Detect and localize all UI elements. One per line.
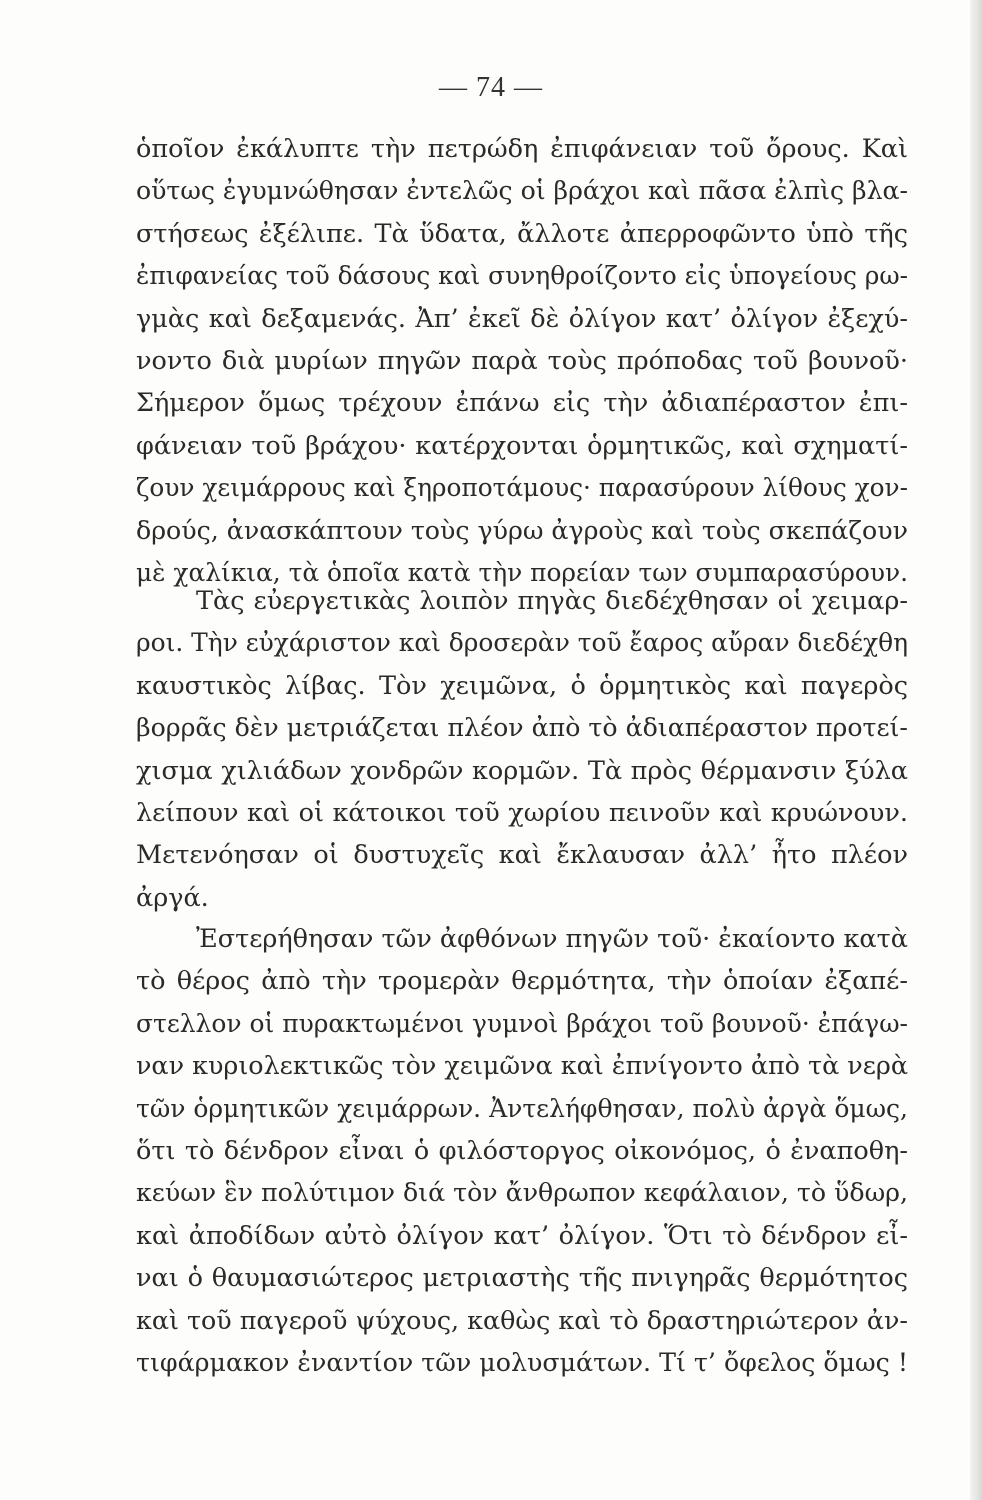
text-line: ναι ὁ θαυμασιώτερος μετριαστὴς τῆς πνιγηρᾶς θερμότητος (136, 1263, 908, 1294)
text-line: βορρᾶς δὲν μετριάζεται πλέον ἀπὸ τὸ ἀδιαπέραστον προτεί- (136, 713, 908, 744)
text-line: ναν κυριολεκτικῶς τὸν χειμῶνα καὶ ἐπνίγοντο ἀπὸ τὰ νερὰ (136, 1051, 908, 1082)
text-line: ἀργά. (136, 882, 209, 913)
text-line: οὕτως ἐγυμνώθησαν ἐντελῶς οἱ βράχοι καὶ πᾶσα ἐλπὶς βλα- (136, 176, 908, 207)
text-line: καὶ ἀποδίδων αὐτὸ ὀλίγον κατ’ ὀλίγον. Ὅτι τὸ δένδρον εἶ- (136, 1220, 908, 1251)
text-line: καὶ τοῦ παγεροῦ ψύχους, καθὼς καὶ τὸ δραστηριώτερον ἀν- (136, 1305, 909, 1336)
text-line: στήσεως ἐξέλιπε. Τὰ ὕδατα, ἄλλοτε ἀπερροφῶντο ὑπὸ τῆς (136, 218, 908, 249)
text-line: ὁποῖον ἐκάλυπτε τὴν πετρώδη ἐπιφάνειαν τοῦ ὄρους. Καὶ (136, 134, 908, 164)
text-line: ὅτι τὸ δένδρον εἶναι ὁ φιλόστοργος οἰκονόμος, ὁ ἐναποθη- (136, 1136, 908, 1167)
text-line: τῶν ὁρμητικῶν χειμάρρων. Ἀντελήφθησαν, πολὺ ἀργὰ ὅμως, (136, 1093, 909, 1124)
text-line: στελλον οἱ πυρακτωμένοι γυμνοὶ βράχοι τοῦ βουνοῦ· ἐπάγω- (136, 1008, 908, 1039)
text-line: Ἐστερήθησαν τῶν ἀφθόνων πηγῶν τοῦ· ἐκαίοντο κατὰ (195, 924, 908, 954)
text-line: μὲ χαλίκια, τὰ ὁποῖα κατὰ τὴν πορείαν των συμπαρασύρουν. (136, 558, 909, 589)
paragraph-2 (136, 580, 908, 919)
text-line: ἐπιφανείας τοῦ δάσους καὶ συνηθροίζοντο εἰς ὑπογείους ρω- (136, 261, 909, 292)
paragraph-1 (136, 128, 908, 594)
text-line: τὸ θέρος ἀπὸ τὴν τρομερὰν θερμότητα, τὴν ὁποίαν ἐξαπέ- (136, 966, 908, 997)
text-line: ζουν χειμάρρους καὶ ξηροποτάμους· παρασύρουν λίθους χον- (136, 473, 909, 504)
text-line: γμὰς καὶ δεξαμενάς. Ἀπ’ ἐκεῖ δὲ ὀλίγον κατ’ ὀλίγον ἐξεχύ- (136, 303, 908, 334)
text-line: κεύων ἓν πολύτιμον διά τὸν ἄνθρωπον κεφάλαιον, τὸ ὕδωρ, (136, 1178, 909, 1209)
text-line: τιφάρμακον ἐναντίον τῶν μολυσμάτων. Τί τ’ ὄφελος ὅμως ! (136, 1348, 909, 1379)
text-line: Μετενόησαν οἱ δυστυχεῖς καὶ ἔκλαυσαν ἀλλ’ ἦτο πλέον (136, 840, 908, 871)
page-binding-edge (970, 0, 982, 1500)
text-line: Τὰς εὐεργετικὰς λοιπὸν πηγὰς διεδέχθησαν οἱ χειμαρ- (196, 586, 908, 616)
text-line: δρούς, ἀνασκάπτουν τοὺς γύρω ἀγροὺς καὶ τοὺς σκεπάζουν (136, 515, 908, 546)
paragraph-3 (136, 918, 908, 1384)
text-line: νοντο διὰ μυρίων πηγῶν παρὰ τοὺς πρόποδας τοῦ βουνοῦ· (136, 346, 908, 377)
page-number: — 74 — (439, 72, 543, 103)
text-line: λείπουν καὶ οἱ κάτοικοι τοῦ χωρίου πεινοῦν καὶ κρυώνουν. (136, 798, 908, 829)
text-line: χισμα χιλιάδων χονδρῶν κορμῶν. Τὰ πρὸς θέρμανσιν ξύλα (136, 755, 908, 786)
text-line: καυστικὸς λίβας. Τὸν χειμῶνα, ὁ ὁρμητικὸς καὶ παγερὸς (136, 670, 908, 701)
text-line: ροι. Τὴν εὐχάριστον καὶ δροσερὰν τοῦ ἔαρος αὔραν διεδέχθη (136, 628, 908, 659)
text-line: φάνειαν τοῦ βράχου· κατέρχονται ὁρμητικῶς, καὶ σχηματί- (136, 430, 908, 461)
text-line: Σήμερον ὅμως τρέχουν ἐπάνω εἰς τὴν ἀδιαπέραστον ἐπι- (136, 388, 908, 419)
